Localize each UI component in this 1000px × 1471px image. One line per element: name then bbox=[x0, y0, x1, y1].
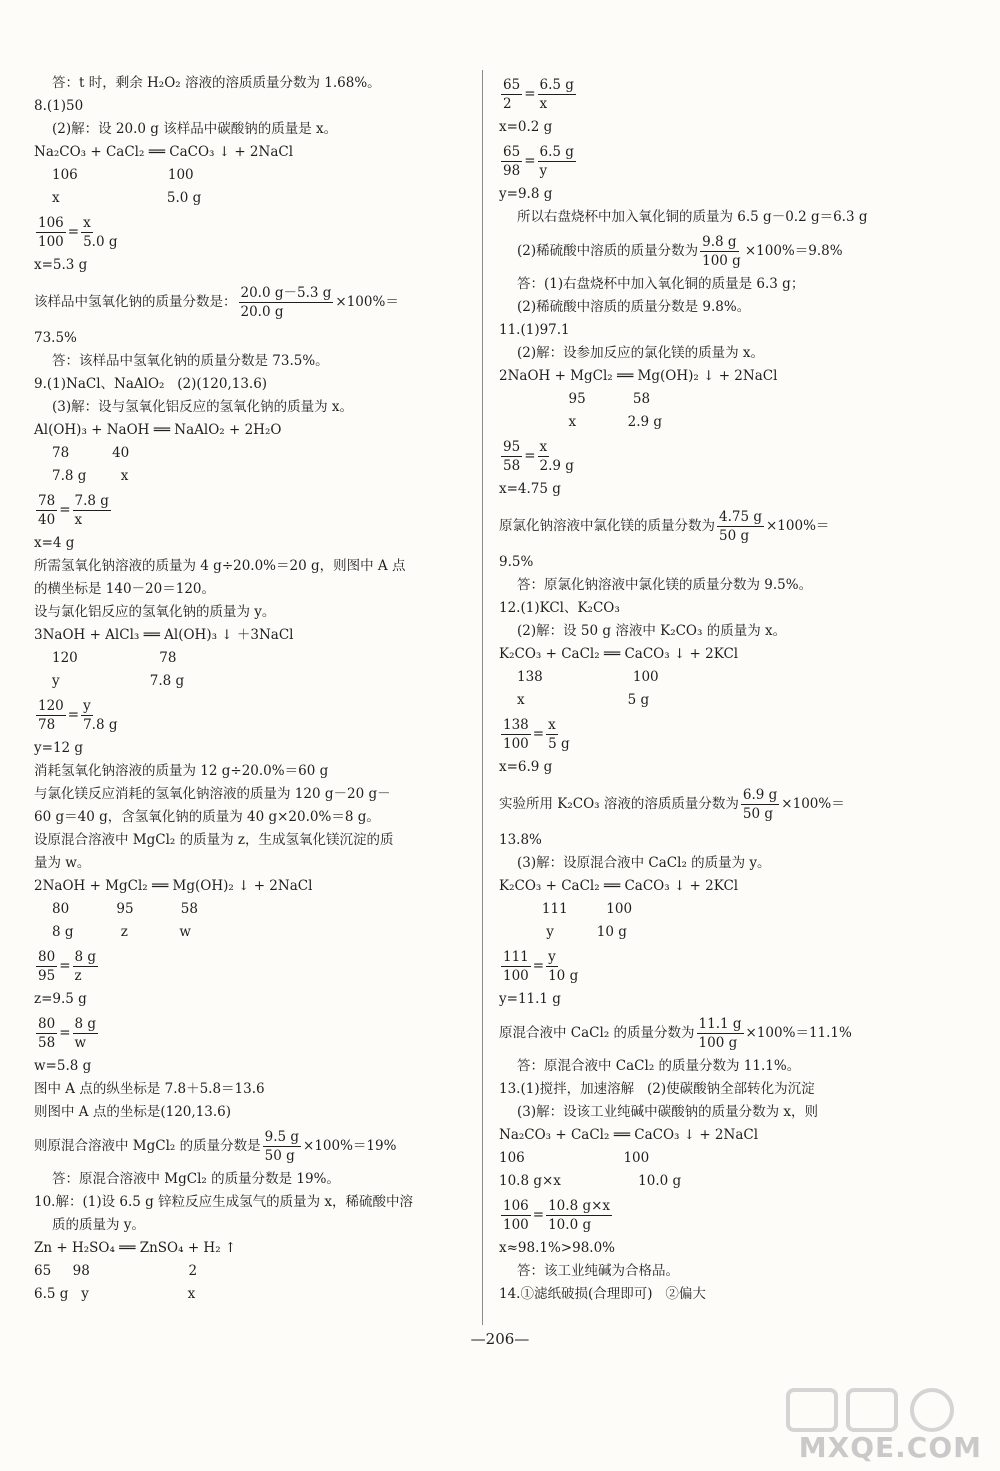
text-line: 与氯化镁反应消耗的氢氧化钠溶液的质量为 120 g－20 g－ bbox=[34, 786, 391, 802]
percent-calculation: 实验所用 K₂CO₃ 溶液的溶质质量分数为 $\frac{6.9 g}{50 g}$ ×100%＝ bbox=[499, 786, 845, 822]
text-line: 60 g＝40 g，含氢氧化钠的质量为 40 g×20.0%＝8 g。 bbox=[34, 809, 380, 825]
result-line: x≈98.1%>98.0% bbox=[499, 1240, 616, 1256]
equation-ratio-row: 78 40 bbox=[52, 445, 130, 461]
watermark-logo bbox=[776, 1386, 986, 1466]
equation-ratio-row: y 7.8 g bbox=[52, 673, 185, 689]
proportion: $\frac{111}{100}$ = $\frac{y}{10 g}$ bbox=[503, 948, 579, 984]
result-line: y=11.1 g bbox=[499, 991, 561, 1007]
proportion: $\frac{80}{95}$ = $\frac{8 g}{z}$ bbox=[38, 948, 97, 984]
watermark-text: MXQE.COM bbox=[798, 1431, 982, 1464]
equation-ratio-row: 111 100 bbox=[499, 901, 633, 917]
percent-calculation: (2)稀硫酸中溶质的质量分数为 $\frac{9.8 g}{100 g}$ ×100%＝9.8% bbox=[517, 233, 843, 269]
text-line: 质的质量为 y。 bbox=[52, 1217, 145, 1233]
equation-ratio-row: 120 78 bbox=[52, 650, 177, 666]
chemical-equation: Zn + H₂SO₄ ══ ZnSO₄ + H₂ ↑ bbox=[34, 1240, 237, 1256]
result-line: x=6.9 g bbox=[499, 759, 553, 775]
equation-ratio-row: x 2.9 g bbox=[517, 414, 663, 430]
equation-ratio-row: 8 g z w bbox=[52, 924, 191, 940]
equation-ratio-row: x 5 g bbox=[517, 692, 650, 708]
solution-line: (3)解：设原混合液中 CaCl₂ 的质量为 y。 bbox=[517, 855, 771, 871]
chemical-equation: Na₂CO₃ + CaCl₂ ══ CaCO₃ ↓ + 2NaCl bbox=[34, 144, 294, 160]
answer-line: 答：原氯化钠溶液中氯化镁的质量分数为 9.5%。 bbox=[517, 577, 813, 593]
proportion: $\frac{106}{100}$ = $\frac{10.8 g\times x}{10.0 g}$ bbox=[503, 1197, 611, 1233]
equation-ratio-row: 65 98 2 bbox=[34, 1263, 198, 1279]
result-line: 9.5% bbox=[499, 554, 534, 570]
chemical-equation: K₂CO₃ + CaCl₂ ══ CaCO₃ ↓ + 2KCl bbox=[499, 878, 739, 894]
answer-line: 答：该样品中氢氧化钠的质量分数是 73.5%。 bbox=[52, 353, 329, 369]
solution-line: (2)解：设 20.0 g 该样品中碳酸钠的质量是 x。 bbox=[52, 121, 338, 137]
chemical-equation: 3NaOH + AlCl₃ ══ Al(OH)₃ ↓ ＋3NaCl bbox=[34, 627, 294, 643]
solution-line: (2)解：设参加反应的氯化镁的质量为 x。 bbox=[517, 345, 765, 361]
left-column bbox=[34, 72, 466, 1306]
percent-calculation: 原氯化钠溶液中氯化镁的质量分数为 $\frac{4.75 g}{50 g}$ ×100%＝ bbox=[499, 508, 830, 544]
solution-line: (3)解：设与氢氧化铝反应的氢氧化钠的质量为 x。 bbox=[52, 399, 354, 415]
result-line: y=12 g bbox=[34, 740, 84, 756]
right-column bbox=[499, 72, 919, 1306]
text-line: 的横坐标是 140－20＝120。 bbox=[34, 581, 216, 597]
chemical-equation: K₂CO₃ + CaCl₂ ══ CaCO₃ ↓ + 2KCl bbox=[499, 646, 739, 662]
question-11-heading: 11.(1)97.1 bbox=[499, 322, 570, 338]
answer-line: 答：原混合液中 CaCl₂ 的质量分数为 11.1%。 bbox=[517, 1058, 801, 1074]
result-line: x=4.75 g bbox=[499, 481, 561, 497]
chemical-equation: Al(OH)₃ + NaOH ══ NaAlO₂ + 2H₂O bbox=[34, 422, 282, 438]
equation-ratio-row: 7.8 g x bbox=[52, 468, 129, 484]
question-12-heading: 12.(1)KCl、K₂CO₃ bbox=[499, 600, 620, 616]
question-13-heading: 13.(1)搅拌，加速溶解 (2)使碳酸钠全部转化为沉淀 bbox=[499, 1081, 815, 1097]
answer-line: 答：t 时，剩余 H₂O₂ 溶液的溶质质量分数为 1.68%。 bbox=[52, 75, 381, 91]
result-line: x=0.2 g bbox=[499, 119, 553, 135]
result-line: w=5.8 g bbox=[34, 1058, 92, 1074]
chemical-equation: 2NaOH + MgCl₂ ══ Mg(OH)₂ ↓ + 2NaCl bbox=[499, 368, 778, 384]
text-line: 则图中 A 点的坐标是(120,13.6) bbox=[34, 1104, 231, 1120]
chemical-equation: 2NaOH + MgCl₂ ══ Mg(OH)₂ ↓ + 2NaCl bbox=[34, 878, 313, 894]
equation-ratio-row: 95 58 bbox=[517, 391, 651, 407]
equation-ratio-row: 106 100 bbox=[52, 167, 194, 183]
text-line: 所以右盘烧杯中加入氧化铜的质量为 6.5 g－0.2 g＝6.3 g bbox=[517, 209, 868, 225]
proportion: $\frac{65}{2}$ = $\frac{6.5 g}{x}$ bbox=[503, 76, 574, 112]
percent-calculation: 则原混合溶液中 MgCl₂ 的质量分数是 $\frac{9.5 g}{50 g}$ ×100%＝19% bbox=[34, 1128, 397, 1164]
text-line: 消耗氢氧化钠溶液的质量为 12 g÷20.0%＝60 g bbox=[34, 763, 329, 779]
column-divider bbox=[482, 70, 483, 1325]
proportion: $\frac{78}{40}$ = $\frac{7.8 g}{x}$ bbox=[38, 492, 109, 528]
equation-ratio-row: 138 100 bbox=[517, 669, 659, 685]
equation-ratio-row: 106 100 bbox=[499, 1150, 650, 1166]
equation-ratio-row: 80 95 58 bbox=[52, 901, 198, 917]
equation-ratio-row: 6.5 g y x bbox=[34, 1286, 196, 1302]
page-number: —206— bbox=[470, 1330, 530, 1348]
result-line: 73.5% bbox=[34, 330, 77, 346]
text-line: 所需氢氧化钠溶液的质量为 4 g÷20.0%＝20 g，则图中 A 点 bbox=[34, 558, 406, 574]
chemical-equation: Na₂CO₃ + CaCl₂ ══ CaCO₃ ↓ + 2NaCl bbox=[499, 1127, 759, 1143]
solution-line: (3)解：设该工业纯碱中碳酸钠的质量分数为 x，则 bbox=[517, 1104, 819, 1120]
question-14-heading: 14.①滤纸破损(合理即可) ②偏大 bbox=[499, 1286, 706, 1302]
equation-ratio-row: x 5.0 g bbox=[52, 190, 202, 206]
equation-ratio-row: y 10 g bbox=[499, 924, 627, 940]
equation-ratio-row: 10.8 g×x 10.0 g bbox=[499, 1173, 682, 1189]
question-8-heading: 8.(1)50 bbox=[34, 98, 84, 114]
question-10-heading: 10.解：(1)设 6.5 g 锌粒反应生成氢气的质量为 x，稀硫酸中溶 bbox=[34, 1194, 413, 1210]
question-9-heading: 9.(1)NaCl、NaAlO₂ (2)(120,13.6) bbox=[34, 376, 268, 392]
answer-line: 答：(1)右盘烧杯中加入氧化铜的质量是 6.3 g； bbox=[517, 276, 805, 292]
text-line: 量为 w。 bbox=[34, 855, 91, 871]
result-line: x=4 g bbox=[34, 535, 75, 551]
percent-calculation: 原混合液中 CaCl₂ 的质量分数为 $\frac{11.1 g}{100 g}$ ×100%＝11.1% bbox=[499, 1015, 852, 1051]
proportion: $\frac{106}{100}$ = $\frac{x}{5.0 g}$ bbox=[38, 214, 118, 250]
proportion: $\frac{138}{100}$ = $\frac{x}{5 g}$ bbox=[503, 716, 570, 752]
proportion: $\frac{95}{58}$ = $\frac{x}{2.9 g}$ bbox=[503, 438, 574, 474]
text-line: 设与氯化铝反应的氢氧化钠的质量为 y。 bbox=[34, 604, 276, 620]
proportion: $\frac{80}{58}$ = $\frac{8 g}{w}$ bbox=[38, 1015, 97, 1051]
percent-calculation: 该样品中氢氧化钠的质量分数是： $\frac{20.0 g-5.3 g}{20.0 g}$ ×100%＝ bbox=[34, 284, 399, 320]
result-line: y=9.8 g bbox=[499, 186, 553, 202]
answer-line: 答：该工业纯碱为合格品。 bbox=[517, 1263, 679, 1279]
result-line: 13.8% bbox=[499, 832, 542, 848]
proportion: $\frac{65}{98}$ = $\frac{6.5 g}{y}$ bbox=[503, 143, 574, 179]
text-line: 图中 A 点的纵坐标是 7.8＋5.8＝13.6 bbox=[34, 1081, 265, 1097]
result-line: z=9.5 g bbox=[34, 991, 87, 1007]
answer-line: 答：原混合溶液中 MgCl₂ 的质量分数是 19%。 bbox=[52, 1171, 340, 1187]
solution-line: (2)解：设 50 g 溶液中 K₂CO₃ 的质量为 x。 bbox=[517, 623, 787, 639]
answer-line: (2)稀硫酸中溶质的质量分数是 9.8%。 bbox=[517, 299, 751, 315]
proportion: $\frac{120}{78}$ = $\frac{y}{7.8 g}$ bbox=[38, 697, 118, 733]
text-line: 设原混合溶液中 MgCl₂ 的质量为 z，生成氢氧化镁沉淀的质 bbox=[34, 832, 394, 848]
result-line: x=5.3 g bbox=[34, 257, 88, 273]
